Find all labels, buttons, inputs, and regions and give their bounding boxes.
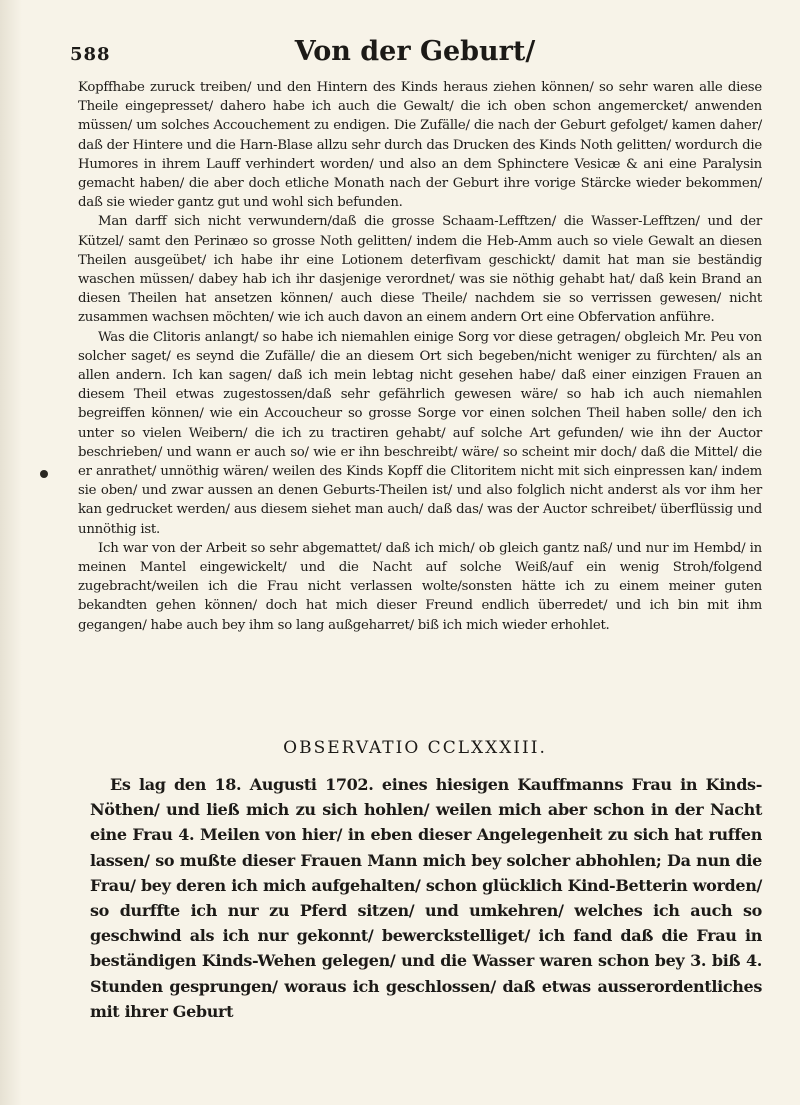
observation-heading: OBSERVATIO CCLXXXIII. [283,738,547,758]
paragraph: Man darff sich nicht verwundern/daß die grosse Schaam-Lefftzen/ die Wasser-Lefftzen/ und der Kützel/ samt den Perinæo so grosse Noth gelitten/ indem die Heb-Amm auch so viele Gewalt an diesen Theilen ausgeübet/ ich habe ihr eine Lotionem deterfivam geschickt/ damit hat man sie beständig waschen müssen/ dabey hab ich ihr dasjenige verordnet/ was sie nöthig gehabt hat/ daß kein Brand an diesen Theilen hat ansetzen können/ auch diese Theile/ nachdem sie so verrissen gewesen/ nicht zusammen wachsen möchten/ wie ich auch davon an einem andern Ort eine Obfervation anführe. [78,214,762,326]
observation-paragraph: Es lag den 18. Augusti 1702. eines hiesigen Kauffmanns Frau in Kinds-Nöthen/ und ließ mich zu sich hohlen/ weilen mich aber schon in der Nacht eine Frau 4. Meilen von hier/ in eben dieser Angelegenheit zu sich hat ruffen lassen/ so mußte dieser Frauen Mann mich bey solcher abhohlen; Da nun die Frau/ bey deren ich mich aufgehalten/ schon glücklich Kind-Betterin worden/ so durffte ich nur zu Pferd sitzen/ und umkehren/ welches ich auch so geschwind als ich nur gekonnt/ bewerckstelliget/ ich fand daß die Frau in beständigen Kinds-Wehen gelegen/ und die Wasser waren schon bey 3. biß 4. Stunden gesprungen/ woraus ich geschlossen/ daß etwas ausserordentliches mit ihrer Geburt [90,775,762,1021]
page-spine-shadow [0,0,22,1105]
paragraph: Was die Clitoris anlangt/ so habe ich niemahlen einige Sorg vor diese getragen/ obgleich Mr. Peu von solcher saget/ es seynd die Zufälle/ die an diesem Ort sich begeben/nicht weniger zu fürchten/ als an allen andern. Ich kan sagen/ daß ich mein lebtag nicht gesehen habe/ daß einer einzigen Frauen an diesem Theil etwas zugestossen/daß sehr gefährlich gewesen wäre/ so hab ich auch niemahlen begreiffen können/ wie ein Accoucheur so grosse Sorge vor einen solchen Theil haben solle/ den ich unter so vielen Weibern/ die ich zu tractiren gehabt/ auf solche Art gefunden/ wie ihn der Auctor beschrieben/ und wann er auch so/ wie er ihn beschreibt/ wäre/ so scheint mir doch/ daß die Mittel/ die er anrathet/ unnöthig wären/ weilen des Kinds Kopff die Clitoritem nicht mit sich einpressen kan/ indem sie oben/ und zwar aussen an denen Geburts-Theilen ist/ und also folglich nicht anderst als vor ihm her kan gedrucket werden/ aus diesem siehet man auch/ daß das/ was der Auctor schreibet/ überflüssig und unnöthig ist. [78,329,762,537]
paragraph: Ich war von der Arbeit so sehr abgemattet/ daß ich mich/ ob gleich gantz naß/ und nur im Hembd/ in meinen Mantel eingewickelt/ und die Nacht auf solche Weiß/auf ein wenig Stroh/folgend zugebracht/weilen ich die Frau nicht verlassen wolte/sonsten hätte ich zu einem meiner guten bekandten gehen können/ doch hat mich dieser Freund endlich überredet/ und ich bin mit ihm gegangen/ habe auch bey ihm so lang außgeharret/ biß ich mich wieder erhohlet. [78,540,762,633]
observation-text [90,772,762,1024]
margin-dot-mark [40,470,48,478]
paragraph: Kopffhabe zuruck treiben/ und den Hintern des Kinds heraus ziehen können/ so sehr waren alle diese Theile eingepresset/ dahero habe ich auch die Gewalt/ die ich oben schon angemercket/ anwenden müssen/ um solches Accouchement zu endigen. Die Zufälle/ die nach der Geburt gefolget/ kamen daher/ daß der Hintere und die Harn-Blase allzu sehr durch das Drucken des Kinds Noth gelitten/ wordurch die Humores in ihrem Lauff verhindert worden/ und also an dem Sphinctere Vesicæ & ani eine Paralysin gemacht haben/ die aber doch etliche Monath nach der Geburt ihre vorige Stärcke wieder bekommen/ daß sie wieder gantz gut und wohl sich befunden. [78,80,762,211]
page-number: 588 [70,44,111,65]
running-title: Von der Geburt/ [294,36,536,67]
body-text [78,78,762,635]
page-header [70,34,760,74]
